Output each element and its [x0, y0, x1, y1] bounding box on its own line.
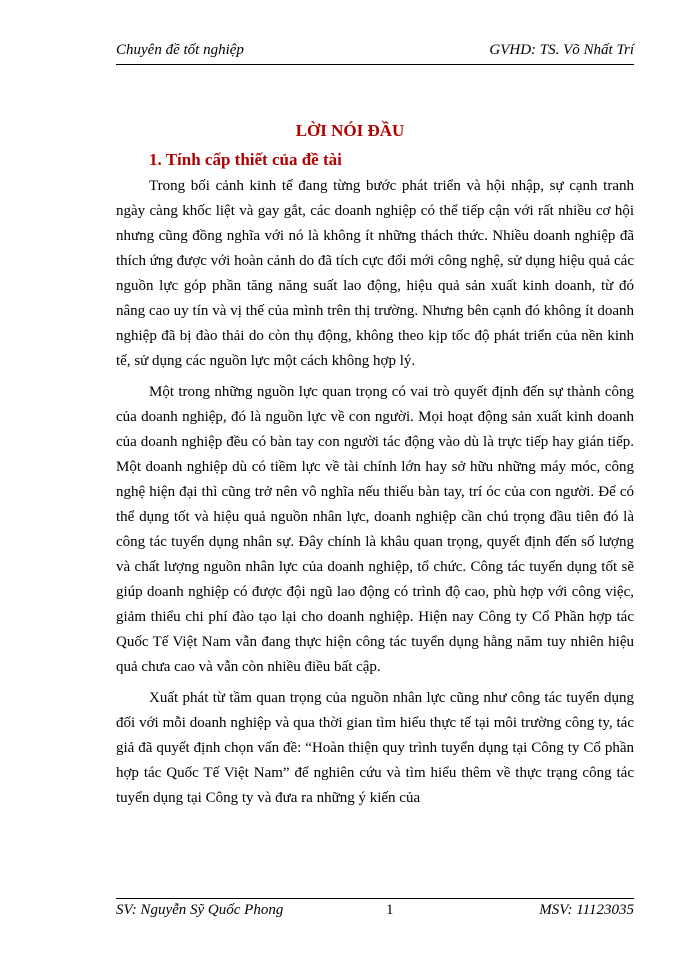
page-title: LỜI NÓI ĐẦU: [295, 121, 405, 140]
footer-student: SV: Nguyễn Sỹ Quốc Phong: [116, 902, 284, 918]
page-header: [116, 38, 634, 65]
paragraph-1: Trong bối cảnh kinh tế đang từng bước phát triển và hội nhập, sự cạnh tranh ngày càng khốc liệt và gay gắt, các doanh nghiệp có thể tiếp cận với rất nhiều cơ hội nhưng cũng đồng nghĩa với nó là không ít những thách thức. Nhiều doanh nghiệp đã thích ứng được với hoàn cảnh do đã tích cực đổi mới công nghệ, sử dụng hiệu quả các nguồn lực góp phần tăng năng suất lao động, hiệu quả sản xuất kinh doanh, từ đó nâng cao uy tín và vị thế của mình trên thị trường. Nhưng bên cạnh đó không ít doanh nghiệp đã bị đào thải do còn thụ động, không theo kịp tốc độ phát triển của nền kinh tế, sử dụng các nguồn lực một cách không hợp lý.: [116, 178, 634, 369]
paragraph-3: Xuất phát từ tầm quan trọng của nguồn nhân lực cũng như công tác tuyển dụng đối với mỗi doanh nghiệp và qua thời gian tìm hiểu thực tế tại môi trường công ty, tác giả đã quyết định chọn vấn đề: “Hoàn thiện quy trình tuyển dụng tại Công ty Cổ phần hợp tác Quốc Tế Việt Nam” để nghiên cứu và tìm hiểu thêm về thực trạng công tác tuyển dụng tại Công ty và đưa ra những ý kiến của: [116, 690, 634, 806]
paragraph-2: Một trong những nguồn lực quan trọng có vai trò quyết định đến sự thành công của doanh nghiệp, đó là nguồn lực về con người. Mọi hoạt động sản xuất kinh doanh của doanh nghiệp đều có bàn tay con người tác động vào dù là trực tiếp hay gián tiếp. Một doanh nghiệp dù có tiềm lực về tài chính lớn hay sở hữu những máy móc, công nghệ hiện đại thì cũng trở nên vô nghĩa nếu thiếu bàn tay, trí óc của con người. Để có thể dụng tốt và hiệu quả nguồn nhân lực, doanh nghiệp cần chú trọng đầu tiên đó là công tác tuyển dụng nhân sự. Đây chính là khâu quan trọng, quyết định đến số lượng và chất lượng nguồn nhân lực của doanh nghiệp, tổ chức. Công tác tuyển dụng tốt sẽ giúp doanh nghiệp có được đội ngũ lao động có trình độ cao, phù hợp với công việc, giảm thiểu chi phí đào tạo lại cho doanh nghiệp. Hiện nay Công ty Cổ Phần hợp tác Quốc Tế Việt Nam vẫn đang thực hiện công tác tuyển dụng hằng năm tuy nhiên hiệu quả chưa cao và vẫn còn nhiều điều bất cập.: [116, 384, 634, 675]
body-text: [116, 174, 634, 817]
header-document-type: Chuyên đề tốt nghiệp: [116, 42, 244, 58]
page-footer: [116, 898, 634, 925]
page-number: 1: [386, 902, 394, 918]
header-supervisor: GVHD: TS. Võ Nhất Trí: [489, 42, 634, 58]
section-heading: 1. Tính cấp thiết của đề tài: [149, 150, 342, 169]
footer-student-id: MSV: 11123035: [539, 902, 634, 918]
